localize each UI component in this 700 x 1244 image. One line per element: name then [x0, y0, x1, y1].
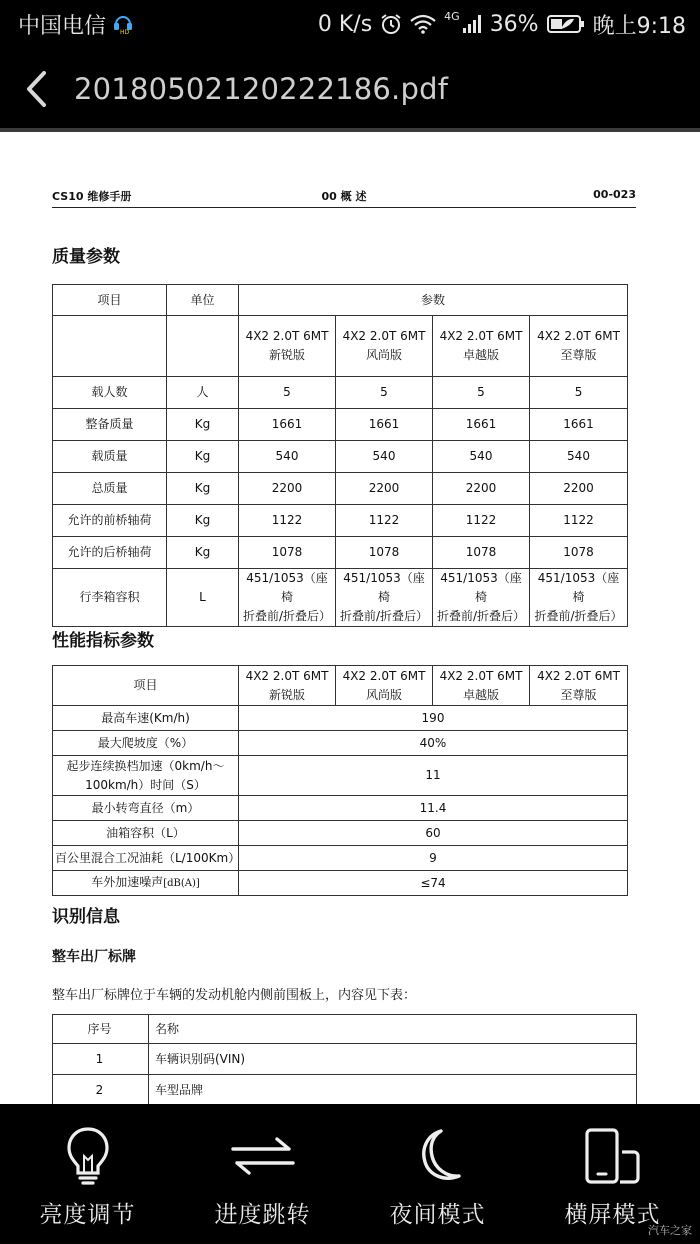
row-value: 1661 — [530, 409, 628, 441]
table-row — [53, 1044, 637, 1075]
row-value: 451/1053（座椅 折叠前/折叠后） — [433, 569, 530, 627]
row-unit: 人 — [167, 377, 239, 409]
variant-cell: 4X2 2.0T 6MT 至尊版 — [530, 316, 628, 377]
table-row — [53, 537, 628, 569]
table-row — [53, 706, 628, 731]
alarm-icon — [380, 13, 402, 35]
row-value: 1661 — [433, 409, 530, 441]
row-item: 百公里混合工况油耗（L/100Km） — [53, 846, 239, 871]
row-value: 1122 — [336, 505, 433, 537]
row-value: 5 — [530, 377, 628, 409]
row-value: 2200 — [433, 473, 530, 505]
header-param: 参数 — [239, 285, 628, 316]
row-value: 1661 — [239, 409, 336, 441]
row-item: 载质量 — [53, 441, 167, 473]
mass-section-title: 质量参数 — [52, 247, 120, 267]
row-item: 车外加速噪声[dB(A)] — [53, 871, 239, 896]
row-value: ≤74 — [239, 871, 628, 896]
header-name: 名称 — [149, 1015, 637, 1044]
identification-section-title: 识别信息 — [52, 907, 120, 927]
table-row — [53, 871, 628, 896]
row-value: 540 — [336, 441, 433, 473]
row-item: 最小转弯直径（m） — [53, 796, 239, 821]
row-item: 允许的后桥轴荷 — [53, 537, 167, 569]
table-row — [53, 377, 628, 409]
header-page-number: 00-023 — [593, 188, 636, 201]
signal-icon — [462, 14, 482, 34]
night-mode-label: 夜间模式 — [389, 1202, 486, 1228]
row-value: 11 — [239, 756, 628, 796]
variant-cell: 4X2 2.0T 6MT 卓越版 — [433, 316, 530, 377]
progress-jump-label: 进度跳转 — [214, 1202, 311, 1228]
hd-voice-icon — [112, 12, 134, 36]
table-row — [53, 473, 628, 505]
table-row — [53, 441, 628, 473]
title-bar — [0, 48, 700, 130]
row-value: 5 — [336, 377, 433, 409]
row-value: 540 — [239, 441, 336, 473]
table-row — [53, 409, 628, 441]
carrier-label: 中国电信 — [18, 13, 107, 39]
header-item: 项目 — [53, 285, 167, 316]
header-item: 项目 — [53, 666, 239, 706]
row-item: 整备质量 — [53, 409, 167, 441]
row-unit: L — [167, 569, 239, 627]
row-value: 5 — [239, 377, 336, 409]
network-type: 4G — [444, 9, 460, 23]
row-value: 1078 — [336, 537, 433, 569]
moon-icon — [411, 1127, 465, 1185]
table-row — [53, 505, 628, 537]
table-row — [53, 821, 628, 846]
table-row — [53, 1075, 637, 1105]
svg-text:HD: HD — [120, 29, 130, 36]
row-value: 451/1053（座椅 折叠前/折叠后） — [336, 569, 433, 627]
wifi-icon — [410, 14, 436, 34]
performance-table — [52, 665, 628, 896]
row-value: 1078 — [433, 537, 530, 569]
table-row — [53, 569, 628, 627]
page-header — [52, 186, 636, 208]
row-seq: 2 — [53, 1075, 149, 1105]
table-row — [53, 731, 628, 756]
row-unit: Kg — [167, 537, 239, 569]
row-item: 最高车速(Km/h) — [53, 706, 239, 731]
row-value: 1122 — [433, 505, 530, 537]
night-mode-button[interactable] — [350, 1104, 525, 1244]
clock: 晚上9:18 — [592, 13, 686, 39]
back-arrow-icon — [22, 69, 52, 109]
row-value: 190 — [239, 706, 628, 731]
document-title: 20180502120222186.pdf — [74, 72, 449, 106]
row-value: 451/1053（座椅 折叠前/折叠后） — [530, 569, 628, 627]
row-value: 1122 — [530, 505, 628, 537]
table-cell — [167, 316, 239, 377]
table-cell — [53, 316, 167, 377]
row-seq: 1 — [53, 1044, 149, 1075]
row-value: 2200 — [336, 473, 433, 505]
mass-parameter-table — [52, 284, 628, 627]
landscape-mode-label: 横屏模式 — [564, 1202, 661, 1228]
table-row — [53, 846, 628, 871]
row-value: 1122 — [239, 505, 336, 537]
row-value: 11.4 — [239, 796, 628, 821]
battery-percent: 36% — [489, 11, 539, 37]
variant-cell: 4X2 2.0T 6MT 风尚版 — [336, 316, 433, 377]
table-header-row — [53, 666, 628, 706]
variant-cell: 4X2 2.0T 6MT 新锐版 — [239, 666, 336, 706]
variant-cell: 4X2 2.0T 6MT 至尊版 — [530, 666, 628, 706]
battery-icon — [547, 14, 585, 34]
row-value: 1078 — [239, 537, 336, 569]
bottom-toolbar — [0, 1104, 700, 1244]
row-item: 总质量 — [53, 473, 167, 505]
variant-cell: 4X2 2.0T 6MT 新锐版 — [239, 316, 336, 377]
header-chapter: 00 概 述 — [321, 190, 367, 203]
swap-arrows-icon — [231, 1136, 295, 1176]
variant-row — [53, 316, 628, 377]
row-unit: Kg — [167, 409, 239, 441]
row-value: 540 — [433, 441, 530, 473]
row-item: 最大爬坡度（%） — [53, 731, 239, 756]
variant-cell: 4X2 2.0T 6MT 风尚版 — [336, 666, 433, 706]
header-unit: 单位 — [167, 285, 239, 316]
nameplate-paragraph: 整车出厂标牌位于车辆的发动机舱内侧前围板上，内容见下表： — [52, 988, 417, 1003]
progress-jump-button[interactable] — [175, 1104, 350, 1244]
pdf-page[interactable] — [0, 132, 700, 1104]
row-value: 1661 — [336, 409, 433, 441]
row-unit: Kg — [167, 441, 239, 473]
row-item: 允许的前桥轴荷 — [53, 505, 167, 537]
row-item: 行李箱容积 — [53, 569, 167, 627]
row-unit: Kg — [167, 505, 239, 537]
watermark-text: 汽车之家 — [648, 1224, 692, 1237]
row-value: 2200 — [530, 473, 628, 505]
row-value: 1078 — [530, 537, 628, 569]
brightness-label: 亮度调节 — [39, 1202, 136, 1228]
net-speed: 0 K/s — [317, 11, 373, 37]
header-manual-name: CS10 维修手册 — [52, 190, 132, 203]
table-row — [53, 796, 628, 821]
row-unit: Kg — [167, 473, 239, 505]
row-value: 540 — [530, 441, 628, 473]
row-value: 5 — [433, 377, 530, 409]
row-item: 油箱容积（L） — [53, 821, 239, 846]
brightness-button[interactable] — [0, 1104, 175, 1244]
variant-cell: 4X2 2.0T 6MT 卓越版 — [433, 666, 530, 706]
table-header-row — [53, 285, 628, 316]
row-value: 451/1053（座椅 折叠前/折叠后） — [239, 569, 336, 627]
table-header-row — [53, 1015, 637, 1044]
header-seq: 序号 — [53, 1015, 149, 1044]
row-value: 2200 — [239, 473, 336, 505]
nameplate-table — [52, 1014, 637, 1104]
row-name: 车型品牌 — [149, 1075, 637, 1105]
status-bar — [0, 0, 700, 48]
row-item: 起步连续换档加速（0km/h～ 100km/h）时间（S） — [53, 756, 239, 796]
row-value: 9 — [239, 846, 628, 871]
lightbulb-icon — [65, 1126, 111, 1186]
performance-section-title: 性能指标参数 — [52, 631, 154, 651]
table-row — [53, 756, 628, 796]
row-value: 60 — [239, 821, 628, 846]
back-button[interactable] — [0, 48, 74, 130]
row-value: 40% — [239, 731, 628, 756]
nameplate-subtitle: 整车出厂标牌 — [52, 949, 136, 965]
row-item: 载人数 — [53, 377, 167, 409]
phone-rotate-icon — [582, 1126, 644, 1186]
row-name: 车辆识别码(VIN) — [149, 1044, 637, 1075]
